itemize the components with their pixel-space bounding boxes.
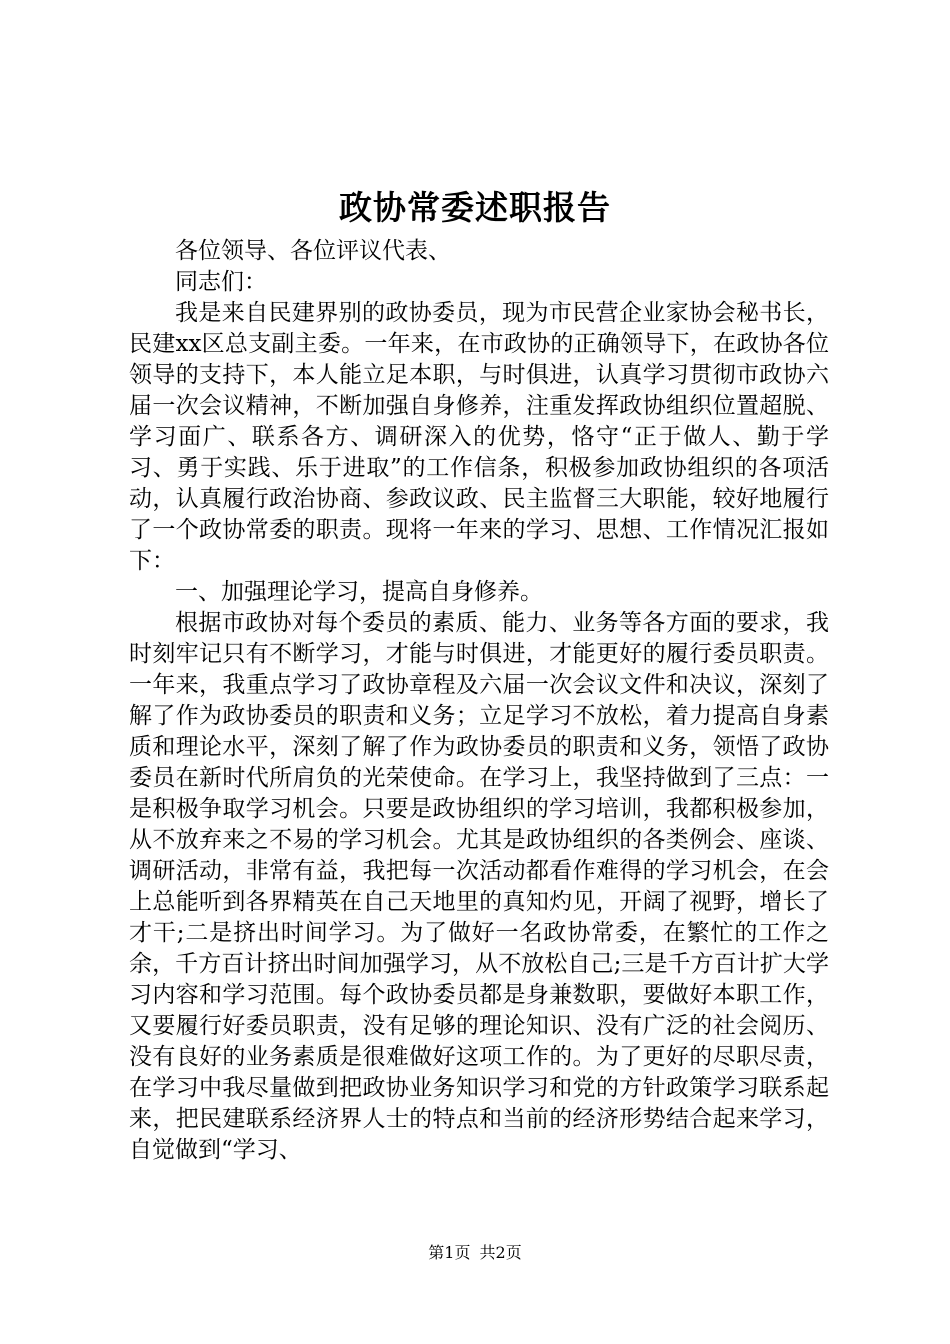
page-number: 第1页 [428, 1243, 471, 1262]
salutation-line-1: 各位领导、各位评议代表、 [175, 238, 451, 264]
intro-paragraph: 我是来自民建界别的政协委员，现为市民营企业家协会秘书长，民建xx区总支副主委。一年来，在市政协的正确领导下，在政协各位领导的支持下，本人能立足本职，与时俱进，认真学习贯彻市政协六届一次会议精神，不断加强自身修养，注重发挥政协组织位置超脱、学习面广、联系各方、调研深入的优势，恪守“正于做人、勤于学习、勇于实践、乐于进取”的工作信条，积极参加政协组织的各项活动，认真履行政治协商、参政议政、民主监督三大职能，较好地履行了一个政协常委的职责。现将一年来的学习、思想、工作情况汇报如下： [129, 300, 829, 574]
document-title: 政协常委述职报告 [339, 188, 611, 227]
body-paragraph: 根据市政协对每个委员的素质、能力、业务等各方面的要求，我时刻牢记只有不断学习，才能与时俱进，才能更好的履行委员职责。一年来，我重点学习了政协章程及六届一次会议文件和决议，深刻了解了作为政协委员的职责和义务；立足学习不放松，着力提高自身素质和理论水平，深刻了解了作为政协委员的职责和义务，领悟了政协委员在新时代所肩负的光荣使命。在学习上，我坚持做到了三点：一是积极争取学习机会。只要是政协组织的学习培训，我都积极参加，从不放弃来之不易的学习机会。尤其是政协组织的各类例会、座谈、调研活动，非常有益，我把每一次活动都看作难得的学习机会，在会上总能听到各界精英在自己天地里的真知灼见，开阔了视野，增长了才干;二是挤出时间学习。为了做好一名政协常委，在繁忙的工作之余，千方百计挤出时间加强学习，从不放松自己;三是千方百计扩大学习内容和学习范围。每个政协委员都是身兼数职，要做好本职工作，又要履行好委员职责，没有足够的理论知识、没有广泛的社会阅历、没有良好的业务素质是很难做好这项工作的。为了更好的尽职尽责，在学习中我尽量做到把政协业务知识学习和党的方针政策学习联系起来，把民建联系经济界人士的特点和当前的经济形势结合起来学习，自觉做到“学习、 [129, 610, 829, 1163]
document-body [129, 236, 829, 1166]
page-footer [0, 1242, 950, 1264]
salutation-line-2: 同志们： [175, 269, 267, 295]
page-total: 共2页 [479, 1243, 522, 1262]
section-heading: 一、加强理论学习，提高自身修养。 [175, 579, 543, 605]
